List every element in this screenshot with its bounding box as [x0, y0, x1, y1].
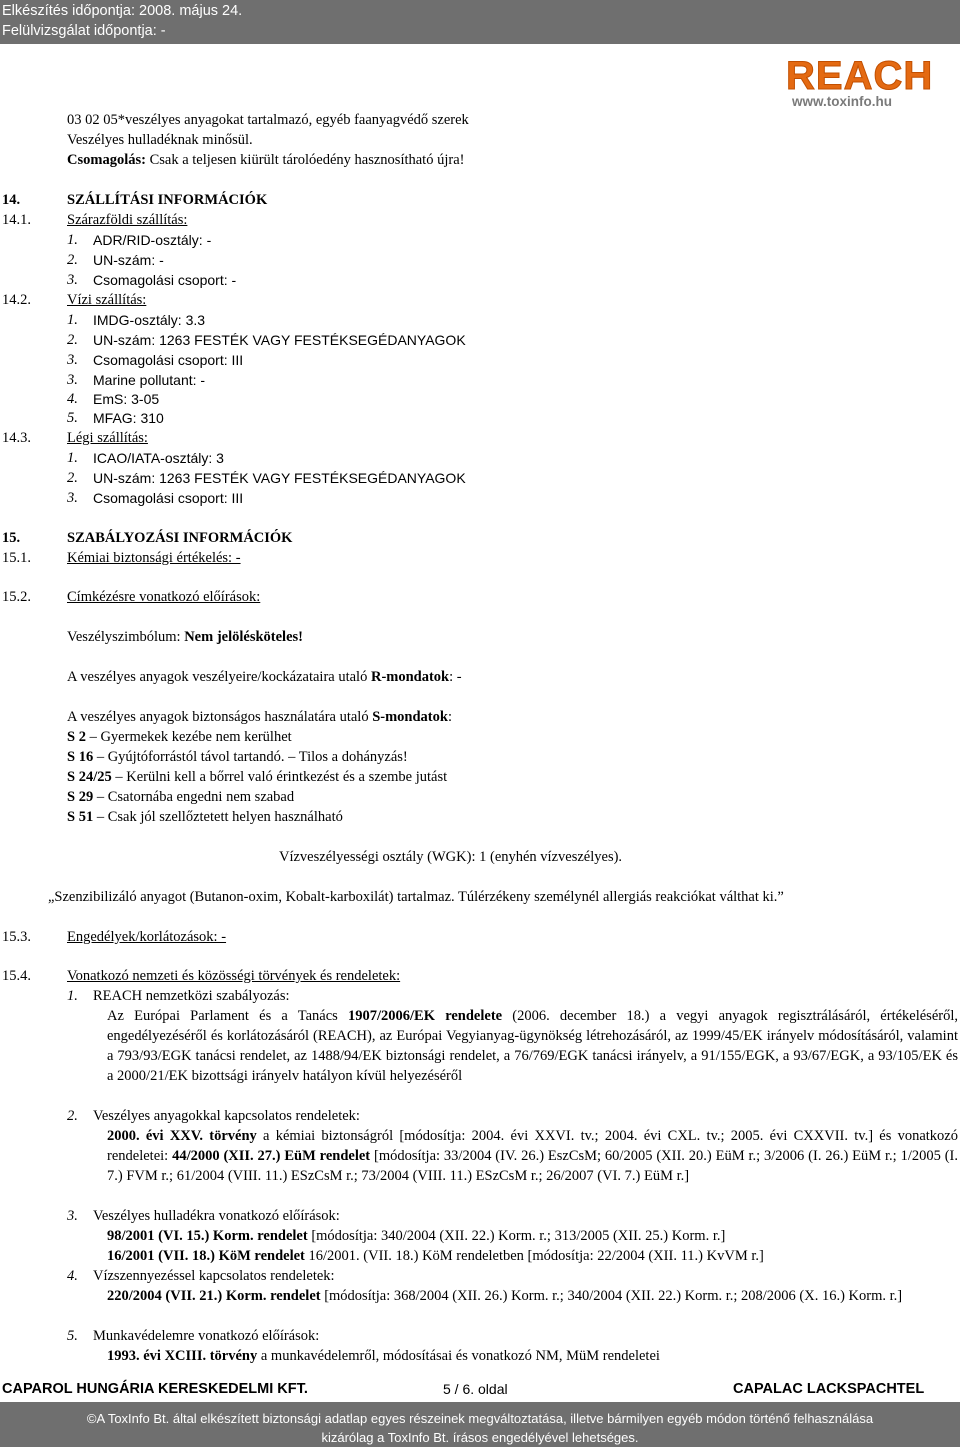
law-id: 16/2001 (VII. 18.) KöM rendelet: [107, 1248, 305, 1264]
list-num: 3.: [67, 1208, 78, 1224]
copyright-band: [0, 1402, 960, 1447]
s-phrase-code: S 24/25: [67, 769, 112, 785]
list-num: 4.: [67, 1268, 78, 1284]
list-item: Csomagolási csoport: III: [93, 352, 244, 368]
reach-regulation-id: 1907/2006/EK rendelete: [348, 1008, 503, 1024]
list-item: MFAG: 310: [93, 410, 164, 426]
law-id: 2000. évi XXV. törvény: [107, 1128, 257, 1144]
sensitizer-warning: „Szenzibilizáló anyagot (Butanon-oxim, Kobalt-karboxilát) tartalmaz. Túlérzékeny személynél allergiás reakciókat válthat ki.”: [48, 889, 784, 905]
list-num: 2.: [67, 470, 78, 486]
logo-wordmark: REACH: [786, 54, 934, 98]
sub-14-3-title: Légi szállítás:: [67, 430, 148, 446]
reach-text: (2006. december 18.) a vegyi anyagok regisztrálásáról, értékeléséről, engedélyezéséről és korlátozásáról (REACH), az Európai Vegyianyag-ügynökség létrehozásáról, az 1999/45/EK irányelv módosításáról, valamint a 793/93/EGK tanácsi rendelet, az 1488/94/EK biztonsági rendelet, a 76/769/EGK tanácsi irányelv, a 91/155/EGK, a 93/67/EGK, a 93/105/EK és a 2000/21/EK bizottsági irányelv hatályon kívül helyezéséről: [107, 1008, 958, 1084]
law-id: 1993. évi XCIII. törvény: [107, 1348, 258, 1364]
law-text: [módosítja: 368/2004 (XII. 26.) Korm. r.; 340/2004 (XII. 22.) Korm. r.; 208/2006 (X. 16.) Korm. r.]: [320, 1288, 903, 1304]
sub-15-3-title: Engedélyek/korlátozások: -: [67, 929, 227, 945]
waste-code: 03 02 05*veszélyes anyagokat tartalmazó, egyéb faanyagvédő szerek: [67, 112, 469, 128]
list-num: 2.: [67, 252, 78, 268]
list-item: IMDG-osztály: 3.3: [93, 312, 206, 328]
s-phrase: [67, 787, 294, 807]
review-date: Felülvizsgálat időpontja: -: [2, 23, 166, 39]
list-item: Veszélyes anyagokkal kapcsolatos rendeletek:: [93, 1108, 360, 1124]
s-phrase-text: – Gyújtóforrástól távol tartandó. – Tilos a dohányzás!: [93, 749, 408, 765]
issue-date: Elkészítés időpontja: 2008. május 24.: [2, 3, 243, 19]
s-phrases-text: A veszélyes anyagok biztonságos használatára utaló: [67, 709, 373, 725]
list-num: 1.: [67, 312, 78, 328]
list-num: 3.: [67, 490, 78, 506]
packaging-note: [67, 150, 464, 170]
list-num: 1.: [67, 988, 78, 1004]
list-item: Munkavédelemre vonatkozó előírások:: [93, 1328, 320, 1344]
r-phrases: [67, 667, 462, 687]
section-15-number: 15.: [2, 530, 21, 546]
sub-14-1-number: 14.1.: [2, 212, 31, 228]
list-num: 1.: [67, 450, 78, 466]
waste-classification: Veszélyes hulladéknak minősül.: [67, 132, 253, 148]
s-phrases-label: S-mondatok: [372, 709, 448, 725]
r-phrases-text: A veszélyes anyagok veszélyeire/kockázataira utaló: [67, 669, 371, 685]
list-item: ADR/RID-osztály: -: [93, 232, 212, 248]
reach-text: Az Európai Parlament és a Tanács: [107, 1008, 348, 1024]
sub-15-2-title: Címkézésre vonatkozó előírások:: [67, 589, 261, 605]
list-num: 2.: [67, 1108, 78, 1124]
law-text: [módosítja: 33/2004 (IV. 26.) EszCsM; 60/2005 (XII. 20.) EüM r.; 3/2006 (I. 26.) EüM r.; 1/2005 (I. 7.) FVM r.; 61/2004 (VIII. 11.) ESzCsM r.; 73/2004 (VIII. 11.) ESzCsM r.; 26/2007 (VI. 7.) EüM r.]: [107, 1148, 958, 1184]
s-phrase-text: – Csatornába engedni nem szabad: [93, 789, 295, 805]
logo-url: www.toxinfo.hu: [792, 94, 892, 109]
reach-logo: [786, 54, 958, 114]
s-phrases: [67, 707, 452, 727]
list-num: 5.: [67, 1328, 78, 1344]
sub-15-1-title: Kémiai biztonsági értékelés: -: [67, 550, 241, 566]
s-phrase: [67, 767, 447, 787]
list-item: Csomagolási csoport: -: [93, 272, 237, 288]
hazard-symbol-value: Nem jelölésköteles!: [184, 629, 303, 645]
list-num: 3.: [67, 272, 78, 288]
packaging-label: Csomagolás:: [67, 152, 146, 168]
copyright-line-2: kizárólag a ToxInfo Bt. írásos engedélyével lehetséges.: [321, 1430, 639, 1445]
hazard-symbol-label: Veszélyszimbólum:: [67, 629, 185, 645]
list-item: Marine pollutant: -: [93, 372, 206, 388]
list-num: 3.: [67, 352, 78, 368]
list-num: 5.: [67, 410, 78, 426]
s-phrase: [67, 807, 343, 827]
chemical-safety-law: [107, 1126, 958, 1186]
s-phrases-colon: :: [447, 709, 452, 725]
r-phrases-label: R-mondatok: [370, 669, 450, 685]
list-item: UN-szám: 1263 FESTÉK VAGY FESTÉKSEGÉDANYAGOK: [93, 332, 466, 348]
law-text: a kémiai biztonságról [módosítja: 2004. évi XXVI. tv.; 2004. évi CXL. tv.; 2005. évi CXXVII. tv.] és vonatkozó rendeletei:: [107, 1128, 958, 1164]
sub-14-1-title: Szárazföldi szállítás:: [67, 212, 188, 228]
sub-15-1-number: 15.1.: [2, 550, 31, 566]
sub-14-2-number: 14.2.: [2, 292, 31, 308]
list-item: Csomagolási csoport: III: [93, 490, 244, 506]
s-phrase-code: S 29: [67, 789, 94, 805]
s-phrase-text: – Kerülni kell a bőrrel való érintkezést és a szembe jutást: [111, 769, 448, 785]
product-name: CAPALAC LACKSPACHTEL: [733, 1381, 925, 1397]
list-item: Vízszennyezéssel kapcsolatos rendeletek:: [93, 1268, 335, 1284]
law-id: 98/2001 (VI. 15.) Korm. rendelet: [107, 1228, 308, 1244]
sub-15-2-number: 15.2.: [2, 589, 31, 605]
law-text: [módosítja: 340/2004 (XII. 22.) Korm. r.; 313/2005 (XII. 25.) Korm. r.]: [307, 1228, 726, 1244]
list-item: EmS: 3-05: [93, 391, 160, 407]
list-item: Veszélyes hulladékra vonatkozó előírások:: [93, 1208, 340, 1224]
packaging-text: Csak a teljesen kiürült tárolóedény hasznosítható újra!: [145, 152, 465, 168]
list-item: UN-szám: -: [93, 252, 164, 268]
list-num: 2.: [67, 332, 78, 348]
list-item: UN-szám: 1263 FESTÉK VAGY FESTÉKSEGÉDANYAGOK: [93, 470, 466, 486]
hazard-symbol: [67, 627, 303, 647]
header-band: [0, 0, 960, 44]
copyright-line-1: ©A ToxInfo Bt. által elkészített biztonsági adatlap egyes részeinek megváltoztatása, illetve bármilyen egyéb módon történő felhasználása: [86, 1411, 874, 1426]
sub-15-4-number: 15.4.: [2, 968, 31, 984]
list-item: ICAO/IATA-osztály: 3: [93, 450, 224, 466]
waste-regulation: [107, 1226, 725, 1246]
reach-regulation: [107, 1006, 958, 1086]
sub-15-3-number: 15.3.: [2, 929, 31, 945]
company-name: CAPAROL HUNGÁRIA KERESKEDELMI KFT.: [2, 1381, 308, 1397]
labour-safety-law: [107, 1346, 660, 1366]
r-phrases-value: : -: [449, 669, 462, 685]
list-num: 4.: [67, 391, 78, 407]
s-phrase: [67, 727, 292, 747]
s-phrase-text: – Csak jól szellőztetett helyen használható: [93, 809, 343, 825]
s-phrase-text: – Gyermekek kezébe nem kerülhet: [85, 729, 292, 745]
law-id: 44/2000 (XII. 27.) EüM rendelet: [172, 1148, 371, 1164]
s-phrase-code: S 2: [67, 729, 86, 745]
s-phrase-code: S 51: [67, 809, 94, 825]
list-item: REACH nemzetközi szabályozás:: [93, 988, 290, 1004]
sub-15-4-title: Vonatkozó nemzeti és közösségi törvények és rendeletek:: [67, 968, 401, 984]
section-14-title: SZÁLLÍTÁSI INFORMÁCIÓK: [67, 192, 268, 208]
law-id: 220/2004 (VII. 21.) Korm. rendelet: [107, 1288, 321, 1304]
section-14-number: 14.: [2, 192, 21, 208]
section-15-title: SZABÁLYOZÁSI INFORMÁCIÓK: [67, 530, 293, 546]
s-phrase-code: S 16: [67, 749, 94, 765]
law-text: a munkavédelemről, módosításai és vonatkozó NM, MüM rendeletei: [257, 1348, 660, 1364]
sub-14-3-number: 14.3.: [2, 430, 31, 446]
page-number: 5 / 6. oldal: [443, 1381, 508, 1397]
water-pollution-regulation: [107, 1286, 958, 1306]
wgk-class: Vízveszélyességi osztály (WGK): 1 (enyhén vízveszélyes).: [279, 849, 623, 865]
waste-regulation: [107, 1246, 764, 1266]
list-num: 3.: [67, 372, 78, 388]
sub-14-2-title: Vízi szállítás:: [67, 292, 147, 308]
s-phrase: [67, 747, 408, 767]
law-text: 16/2001. (VII. 18.) KöM rendeletben [módosítja: 22/2004 (XII. 11.) KvVM r.]: [304, 1248, 764, 1264]
list-num: 1.: [67, 232, 78, 248]
